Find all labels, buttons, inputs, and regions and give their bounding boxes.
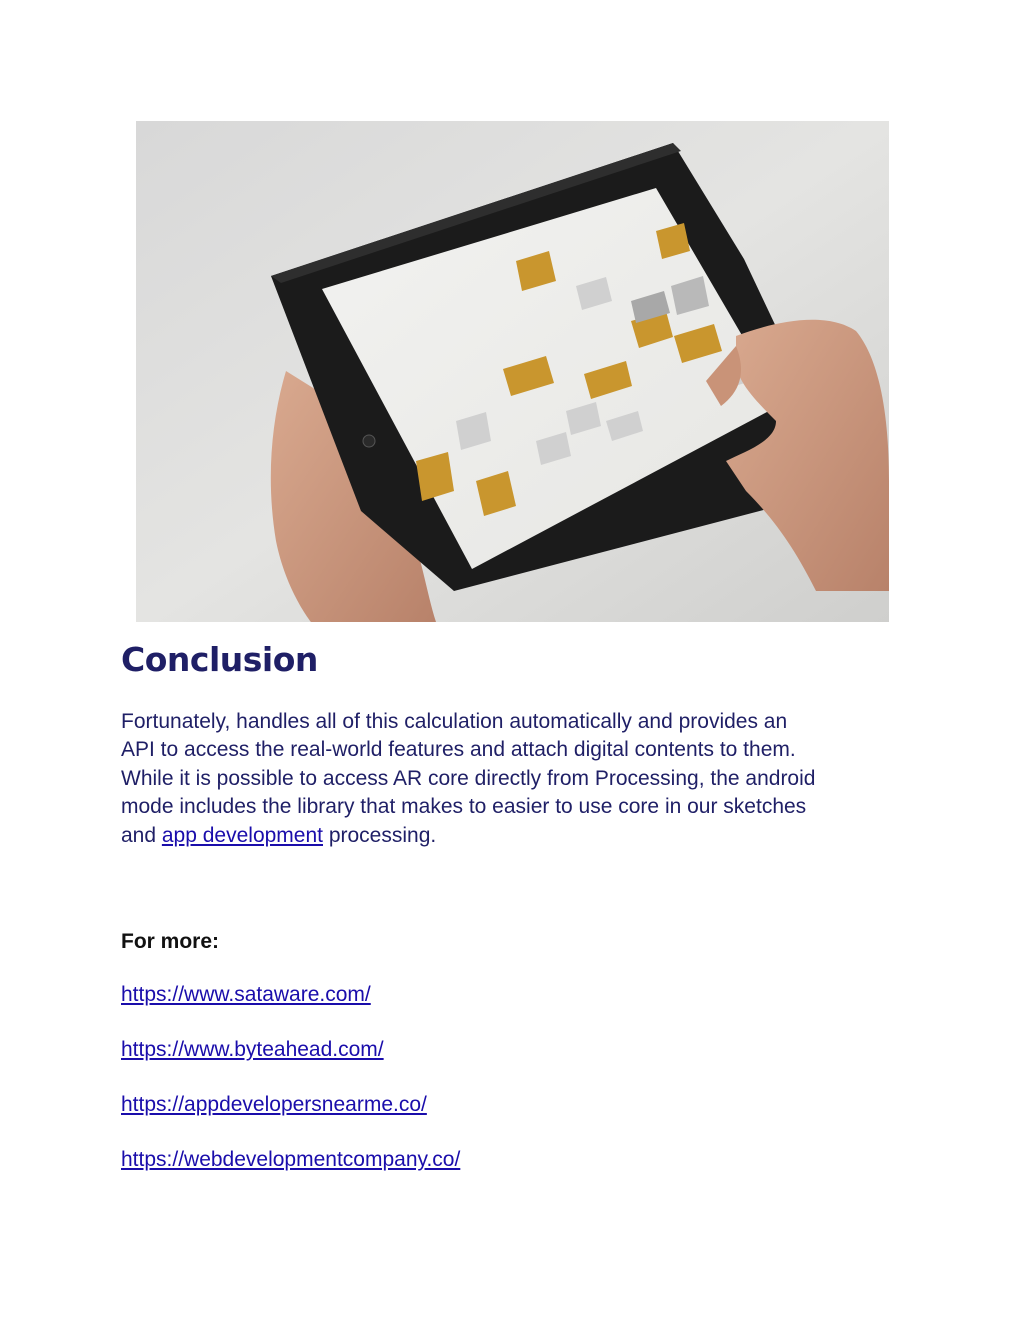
paragraph-line: Fortunately, handles all of this calculation automatically and provides an <box>121 710 788 733</box>
app-development-link[interactable]: app development <box>161 823 323 847</box>
conclusion-paragraph <box>121 708 921 850</box>
paragraph-last-prefix: and <box>121 823 162 847</box>
tablet-illustration <box>136 121 889 622</box>
link-item <box>121 983 460 1038</box>
more-links-list <box>121 983 460 1203</box>
section-heading: Conclusion <box>121 640 318 679</box>
byteahead-link[interactable]: https://www.byteahead.com/ <box>121 1038 384 1061</box>
sataware-link[interactable]: https://www.sataware.com/ <box>121 983 371 1006</box>
paragraph-last-line <box>121 822 921 850</box>
paragraph-line: While it is possible to access AR core directly from Processing, the android <box>121 766 816 790</box>
paragraph-line: mode includes the library that makes to easier to use core in our sketches <box>121 795 807 819</box>
tablet-photo <box>136 121 889 622</box>
link-item <box>121 1148 460 1203</box>
link-item <box>121 1093 460 1148</box>
paragraph-last-suffix: processing. <box>323 823 437 847</box>
paragraph-line: API to access the real-world features and attach digital contents to them. <box>121 738 796 762</box>
webdevelopmentcompany-link[interactable]: https://webdevelopmentcompany.co/ <box>121 1148 461 1171</box>
for-more-label: For more: <box>121 930 220 953</box>
appdevelopersnearme-link[interactable]: https://appdevelopersnearme.co/ <box>121 1093 427 1116</box>
link-item <box>121 1038 460 1093</box>
